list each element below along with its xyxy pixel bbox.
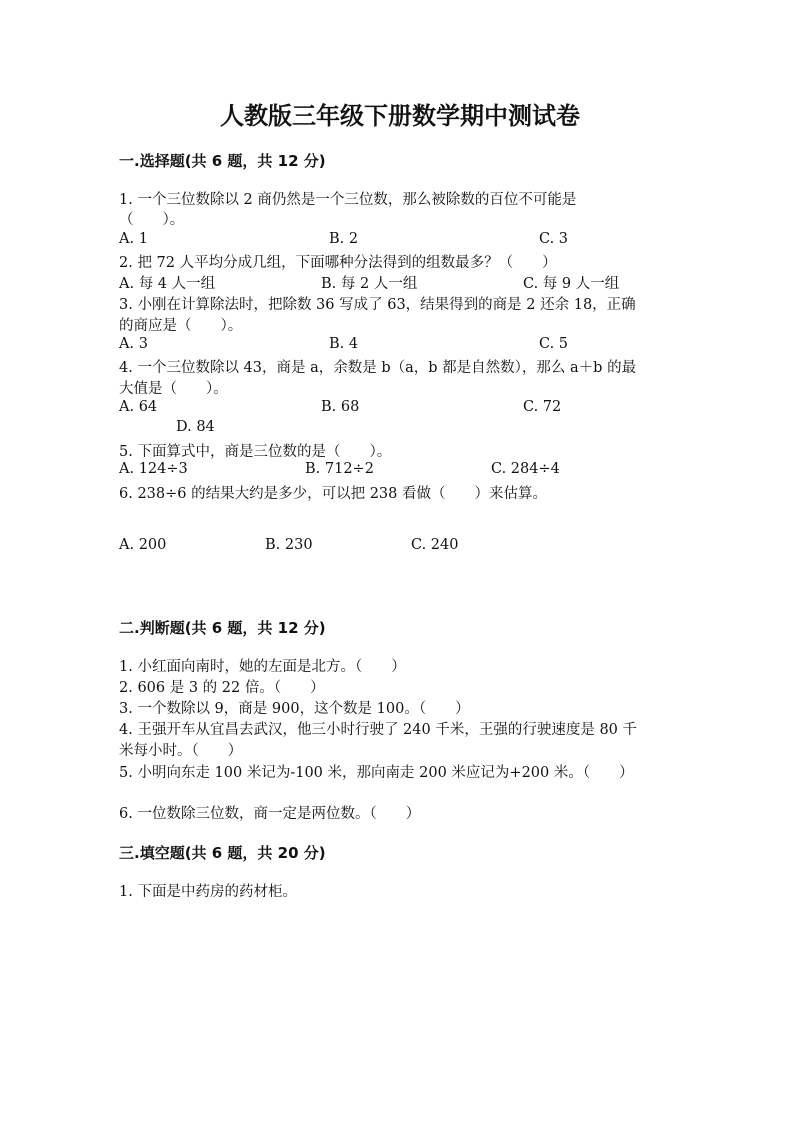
option-d: D. 84 xyxy=(176,419,215,435)
option-b: B. 712÷2 xyxy=(305,461,374,477)
question-text: 1. 下面是中药房的药材柜。 xyxy=(119,884,297,900)
option-a: A. 3 xyxy=(119,336,148,352)
option-c: C. 5 xyxy=(539,336,569,352)
option-a: A. 每 4 人一组 xyxy=(119,276,216,292)
question-text: 米每小时。（ ） xyxy=(119,743,243,759)
option-b: B. 230 xyxy=(265,537,313,553)
question-text: 2. 把 72 人平均分成几组，下面哪种分法得到的组数最多？（ ） xyxy=(119,255,557,271)
section-heading-judge: 二.判断题(共 6 题，共 12 分) xyxy=(119,619,326,637)
option-b: B. 68 xyxy=(321,399,360,415)
question-text: （ ）。 xyxy=(119,212,185,228)
option-a: A. 124÷3 xyxy=(119,461,188,477)
question-text: 5. 下面算式中，商是三位数的是（ ）。 xyxy=(119,444,392,460)
question-text: 1. 一个三位数除以 2 商仍然是一个三位数，那么被除数的百位不可能是 xyxy=(119,192,577,208)
option-b: B. 2 xyxy=(329,231,359,247)
question-text: 4. 一个三位数除以 43，商是 a，余数是 b（a，b 都是自然数），那么 a＋b 的最 xyxy=(119,360,637,376)
question-text: 6. 一位数除三位数，商一定是两位数。（ ） xyxy=(119,806,421,822)
option-c: C. 72 xyxy=(523,399,562,415)
section-heading-choice: 一.选择题(共 6 题，共 12 分) xyxy=(119,152,326,170)
question-text: 的商应是（ ）。 xyxy=(119,318,243,334)
option-c: C. 284÷4 xyxy=(491,461,560,477)
section-heading-fill: 三.填空题(共 6 题，共 20 分) xyxy=(119,844,326,862)
option-b: B. 每 2 人一组 xyxy=(321,276,418,292)
question-text: 6. 238÷6 的结果大约是多少，可以把 238 看做（ ）来估算。 xyxy=(119,486,547,502)
question-text: 5. 小明向东走 100 米记为-100 米，那向南走 200 米应记为+200 米。（ ） xyxy=(119,765,634,781)
question-text: 1. 小红面向南时，她的左面是北方。（ ） xyxy=(119,659,406,675)
option-a: A. 64 xyxy=(119,399,158,415)
option-c: C. 240 xyxy=(411,537,459,553)
option-a: A. 200 xyxy=(119,537,167,553)
page-title: 人教版三年级下册数学期中测试卷 xyxy=(220,101,580,130)
option-c: C. 3 xyxy=(539,231,569,247)
option-a: A. 1 xyxy=(119,231,148,247)
option-c: C. 每 9 人一组 xyxy=(523,276,620,292)
question-text: 2. 606 是 3 的 22 倍。（ ） xyxy=(119,680,325,696)
option-b: B. 4 xyxy=(329,336,359,352)
question-text: 3. 小刚在计算除法时，把除数 36 写成了 63，结果得到的商是 2 还余 18，正确 xyxy=(119,297,636,313)
question-text: 4. 王强开车从宜昌去武汉，他三小时行驶了 240 千米，王强的行驶速度是 80 千 xyxy=(119,722,638,738)
question-text: 大值是（ ）。 xyxy=(119,381,228,397)
question-text: 3. 一个数除以 9，商是 900，这个数是 100。（ ） xyxy=(119,701,470,717)
